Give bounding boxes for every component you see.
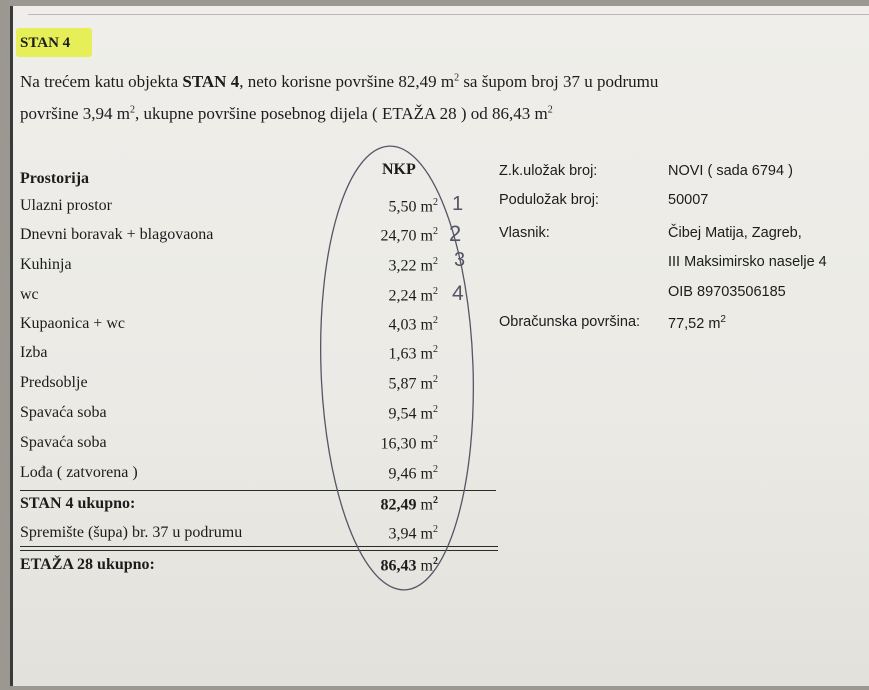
storage-row-value: 3,94 $m^2$ [388, 524, 438, 543]
table-row-6-value: 1,63 $m^2$ [388, 344, 438, 363]
table-row-2-label: Dnevni boravak + blagovaona [20, 226, 214, 243]
table-row-3-value: 3,22 $m^2$ [388, 256, 438, 275]
hand-number-3: 3 [454, 249, 466, 271]
area-label: Obračunska površina: [499, 314, 641, 330]
table-row-10-value: 9,46 $m^2$ [388, 464, 438, 483]
table-row-6-label: Izba [20, 344, 48, 361]
zk-label: Z.k.uložak broj: [499, 163, 598, 179]
poduložak-value: 50007 [668, 192, 709, 208]
table-row-5-label: Kupaonica + wc [20, 315, 125, 332]
total-row-value: 86,43 $m^2$ [380, 556, 438, 575]
area-value: 77,52 $m^2$ [668, 314, 726, 332]
owner-line-2: III Maksimirsko naselje 4 [668, 254, 827, 270]
owner-line-1: Čibej Matija, Zagreb, [668, 225, 802, 241]
total-row-label: ETAŽA 28 ukupno: [20, 556, 155, 573]
zk-value: NOVI ( sada 6794 ) [668, 163, 793, 179]
owner-label: Vlasnik: [499, 225, 550, 241]
col-header-nkp: NKP [382, 161, 416, 178]
table-row-8-value: 9,54 $m^2$ [388, 404, 438, 423]
table-row-9-label: Spavaća soba [20, 434, 107, 451]
table-row-7-value: 5,87 $m^2$ [388, 374, 438, 393]
table-row-3-label: Kuhinja [20, 256, 72, 273]
poduložak-label: Poduložak broj: [499, 192, 599, 208]
hand-number-1: 1 [452, 193, 464, 215]
table-row-9-value: 16,30 $m^2$ [380, 434, 438, 453]
table-row-8-label: Spavaća soba [20, 404, 107, 421]
intro-line-1: Na trećem katu objekta STAN 4, neto korisne površine 82,49 $m^2$ sa šupom broj 37 u podrumu [20, 72, 659, 91]
heading: STAN 4 [20, 35, 71, 51]
table-row-1-label: Ulazni prostor [20, 197, 112, 214]
table-row-4-value: 2,24 $m^2$ [388, 286, 438, 305]
hand-number-2: 2 [449, 221, 462, 246]
owner-line-3: OIB 89703506185 [668, 284, 786, 300]
table-row-5-value: 4,03 $m^2$ [388, 315, 438, 334]
hand-number-4: 4 [452, 282, 464, 305]
table-row-4-label: wc [20, 286, 39, 303]
table-row-1-value: 5,50 $m^2$ [388, 197, 438, 216]
table-row-2-value: 24,70 $m^2$ [380, 226, 438, 245]
storage-row-label: Spremište (šupa) br. 37 u podrumu [20, 524, 243, 541]
subtotal-row-label: STAN 4 ukupno: [20, 495, 136, 512]
col-header-room: Prostorija [20, 170, 90, 187]
table-row-7-label: Predsoblje [20, 374, 88, 391]
table-row-10-label: Lođa ( zatvorena ) [20, 464, 138, 481]
subtotal-row-value: 82,49 $m^2$ [380, 495, 438, 514]
intro-line-2: površine 3,94 $m^2$, ukupne površine posebnog dijela ( ETAŽA 28 ) od 86,43 $m^2$ [20, 104, 553, 123]
